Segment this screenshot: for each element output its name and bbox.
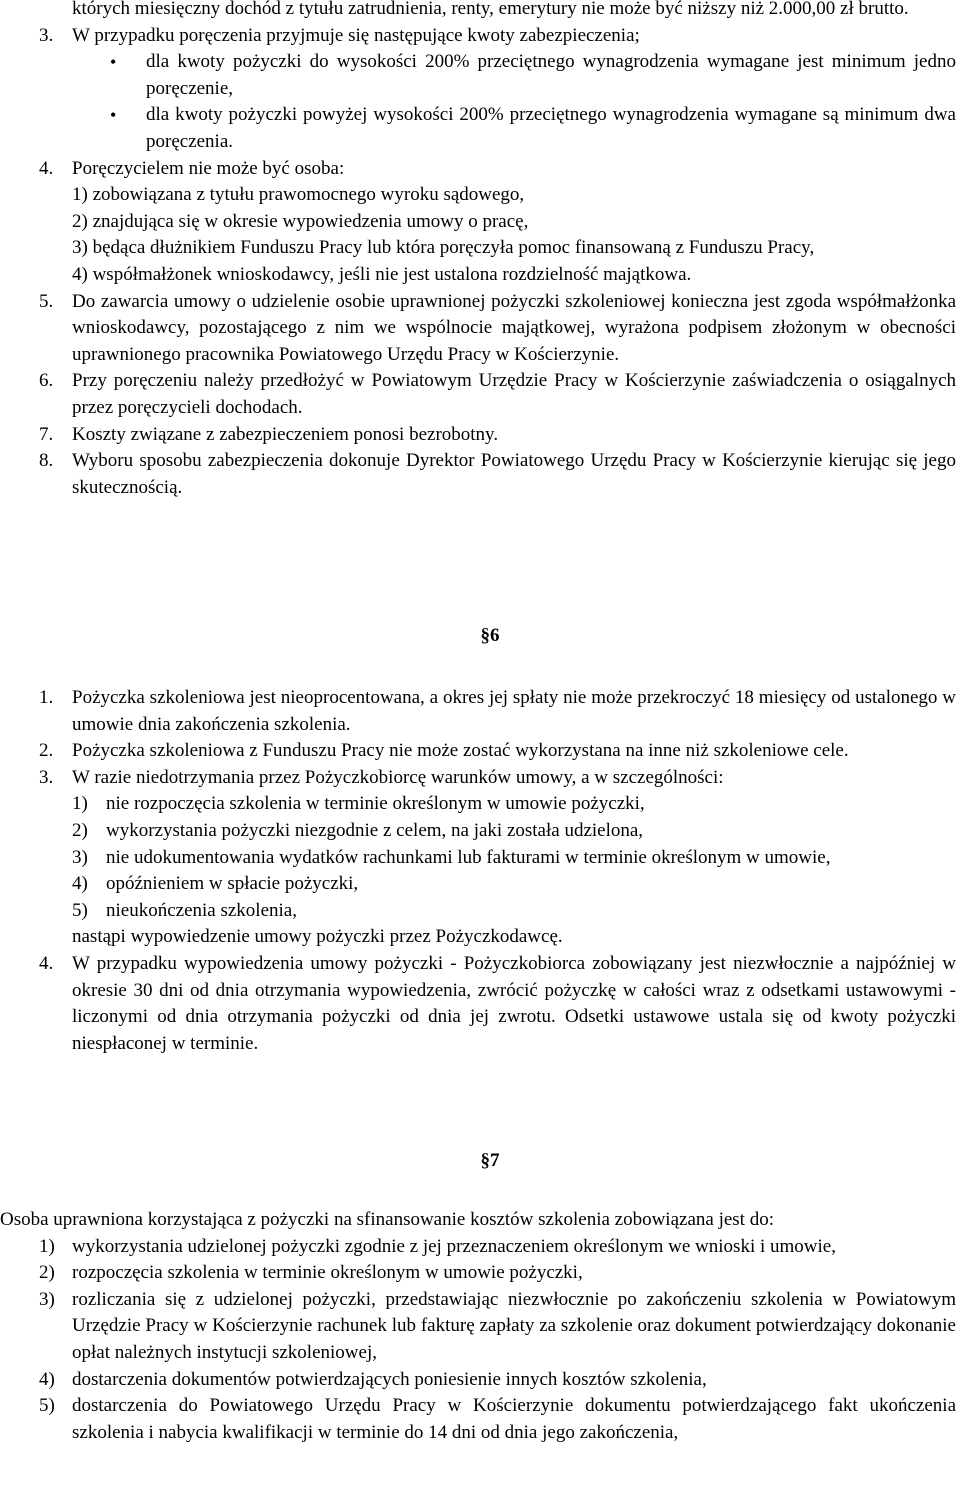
sub-item bbox=[0, 898, 960, 925]
sub-item bbox=[0, 845, 960, 872]
item-text: W razie niedotrzymania przez Pożyczkobiorcę warunków umowy, a w szczególności: bbox=[72, 766, 724, 788]
section-heading: §6 bbox=[480, 625, 500, 646]
item-number: 4) bbox=[39, 1368, 55, 1390]
item-number: 3. bbox=[39, 24, 54, 46]
sub-item-text: nie rozpoczęcia szkolenia w terminie określonym w umowie pożyczki, bbox=[106, 793, 645, 815]
item-text: Do zawarcia umowy o udzielenie osobie uprawnionej pożyczki szkoleniowej konieczna jest zgoda współmałżonka wnioskodawcy, pozostającego z nim we wspólnocie majątkowej, wyrażona podpisem złożonym w obecności uprawnionego pracownika Powiatowego Urzędu Pracy w Kościerzynie. bbox=[72, 290, 956, 365]
continuation-text: których miesięczny dochód z tytułu zatrudnienia, renty, emerytury nie może być niższy niż 2.000,00 zł brutto. bbox=[72, 0, 909, 19]
list-item bbox=[0, 156, 960, 183]
sub-item-number: 1) bbox=[72, 793, 88, 815]
sub-item bbox=[0, 262, 960, 289]
item-number: 8. bbox=[39, 450, 54, 472]
item-text: Poręczycielem nie może być osoba: bbox=[72, 157, 345, 179]
list-item bbox=[0, 1260, 960, 1287]
sub-item bbox=[0, 235, 960, 262]
sub-item-number: 4) bbox=[72, 873, 88, 895]
sub-item-number: 3) bbox=[72, 846, 88, 868]
section-6-body bbox=[0, 685, 960, 1057]
section-7-body bbox=[0, 1207, 960, 1446]
sub-item bbox=[0, 871, 960, 898]
list-item bbox=[0, 738, 960, 765]
sub-item-text: zobowiązana z tytułu prawomocnego wyroku sądowego, bbox=[92, 184, 525, 206]
sub-item-text: nie udokumentowania wydatków rachunkami lub fakturami w terminie określonym w umowie, bbox=[106, 846, 831, 868]
intro-text: Osoba uprawniona korzystająca z pożyczki na sfinansowanie kosztów szkolenia zobowiązana jest do: bbox=[0, 1209, 774, 1230]
sub-item-number: 3) bbox=[72, 237, 88, 259]
section-top bbox=[0, 0, 960, 501]
item-number: 5. bbox=[39, 290, 54, 312]
item-number: 7. bbox=[39, 423, 54, 445]
sub-item-number: 5) bbox=[72, 899, 88, 921]
sub-item-text: znajdująca się w okresie wypowiedzenia umowy o pracę, bbox=[92, 210, 529, 232]
item-text: Wyboru sposobu zabezpieczenia dokonuje Dyrektor Powiatowego Urzędu Pracy w Kościerzynie kierując się jego skutecznością. bbox=[72, 450, 956, 498]
item-number: 3) bbox=[39, 1288, 55, 1310]
item-number: 4. bbox=[39, 157, 54, 179]
bullet-text: dla kwoty pożyczki do wysokości 200% przeciętnego wynagrodzenia wymagane jest minimum jedno poręczenie, bbox=[146, 51, 956, 99]
bullet-icon: • bbox=[110, 105, 117, 126]
item-text: W przypadku poręczenia przyjmuje się następujące kwoty zabezpieczenia; bbox=[72, 24, 640, 46]
item-text: dostarczenia do Powiatowego Urzędu Pracy w Kościerzynie dokumentu potwierdzającego fakt ukończenia szkolenia i nabycia kwalifikacji w terminie do 14 dni od dnia jego zakończenia, bbox=[72, 1395, 956, 1443]
item-text: rozpoczęcia szkolenia w terminie określonym w umowie pożyczki, bbox=[72, 1262, 583, 1284]
bullet-item bbox=[0, 102, 960, 155]
item-number: 4. bbox=[39, 952, 54, 974]
section-6 bbox=[0, 623, 960, 650]
closing-text: nastąpi wypowiedzenie umowy pożyczki przez Pożyczkodawcę. bbox=[72, 926, 563, 948]
item-number: 1. bbox=[39, 687, 54, 708]
item-number: 2) bbox=[39, 1262, 55, 1284]
list-item bbox=[0, 23, 960, 50]
closing-line bbox=[0, 924, 960, 951]
item-text: Koszty związane z zabezpieczeniem ponosi bezrobotny. bbox=[72, 423, 499, 445]
sub-item-number: 1) bbox=[72, 184, 88, 206]
list-item bbox=[0, 289, 960, 369]
item-text: W przypadku wypowiedzenia umowy pożyczki - Pożyczkobiorca zobowiązany jest niezwłocznie a najpóźniej w okresie 30 dni od dnia otrzymania wypowiedzenia, zwrócić pożyczkę w całości wraz z odsetkami ustawowymi - liczonymi od dnia otrzymania pożyczki od dnia jej zwrotu. Odsetki ustawowe ustala się od kwoty pożyczki niespłaconej w terminie. bbox=[72, 952, 956, 1054]
list-item bbox=[0, 1287, 960, 1367]
sub-item-text: wykorzystania pożyczki niezgodnie z celem, na jaki została udzielona, bbox=[106, 819, 644, 841]
sub-item bbox=[0, 182, 960, 209]
bullet-icon: • bbox=[110, 52, 117, 73]
sub-item-number: 4) bbox=[72, 263, 88, 285]
sub-item-text: nieukończenia szkolenia, bbox=[106, 899, 297, 921]
item-text: Przy poręczeniu należy przedłożyć w Powiatowym Urzędzie Pracy w Kościerzynie zaświadczenia o osiągalnych przez poręczycieli dochodach. bbox=[72, 370, 956, 418]
bullet-item bbox=[0, 49, 960, 102]
sub-item-number: 2) bbox=[72, 210, 88, 232]
sub-item bbox=[0, 209, 960, 236]
list-item bbox=[0, 685, 960, 738]
bullet-text: dla kwoty pożyczki powyżej wysokości 200% przeciętnego wynagrodzenia wymagane są minimum dwa poręczenia. bbox=[146, 104, 956, 152]
sub-item-text: opóźnieniem w spłacie pożyczki, bbox=[106, 873, 359, 895]
item-text: wykorzystania udzielonej pożyczki zgodnie z jej przeznaczeniem określonym we wnioski i umowie, bbox=[72, 1235, 836, 1257]
item-text: Pożyczka szkoleniowa jest nieoprocentowana, a okres jej spłaty nie może przekroczyć 18 miesięcy od ustalonego w umowie dnia zakończenia szkolenia. bbox=[72, 687, 956, 735]
sub-item-text: będąca dłużnikiem Funduszu Pracy lub która poręczyła pomoc finansowaną z Funduszu Pracy, bbox=[92, 237, 815, 259]
sub-item bbox=[0, 791, 960, 818]
list-item bbox=[0, 422, 960, 449]
list-item bbox=[0, 1234, 960, 1261]
item-text: rozliczania się z udzielonej pożyczki, przedstawiając niezwłocznie po zakończeniu szkolenia w Powiatowym Urzędzie Pracy w Kościerzynie rachunek lub fakturę zapłaty za szkolenie oraz dokument potwierdzający dokonanie opłat należnych instytucji szkoleniowej, bbox=[72, 1288, 956, 1363]
sub-item-text: współmałżonek wnioskodawcy, jeśli nie jest ustalona rozdzielność majątkowa. bbox=[92, 263, 692, 285]
section-7 bbox=[0, 1148, 960, 1175]
item-number: 1) bbox=[39, 1235, 55, 1257]
item-number: 2. bbox=[39, 740, 54, 762]
list-item bbox=[0, 765, 960, 792]
item-text: dostarczenia dokumentów potwierdzających poniesienie innych kosztów szkolenia, bbox=[72, 1368, 707, 1390]
item-number: 6. bbox=[39, 370, 54, 392]
list-item bbox=[0, 448, 960, 501]
item-number: 5) bbox=[39, 1395, 55, 1417]
sub-item-number: 2) bbox=[72, 819, 88, 841]
list-item bbox=[0, 1367, 960, 1394]
item-number: 3. bbox=[39, 766, 54, 788]
item-text: Pożyczka szkoleniowa z Funduszu Pracy nie może zostać wykorzystana na inne niż szkoleniowe cele. bbox=[72, 740, 849, 762]
list-item bbox=[0, 1393, 960, 1446]
section-heading: §7 bbox=[480, 1150, 500, 1171]
sub-item bbox=[0, 818, 960, 845]
list-item bbox=[0, 951, 960, 1057]
list-item bbox=[0, 368, 960, 421]
